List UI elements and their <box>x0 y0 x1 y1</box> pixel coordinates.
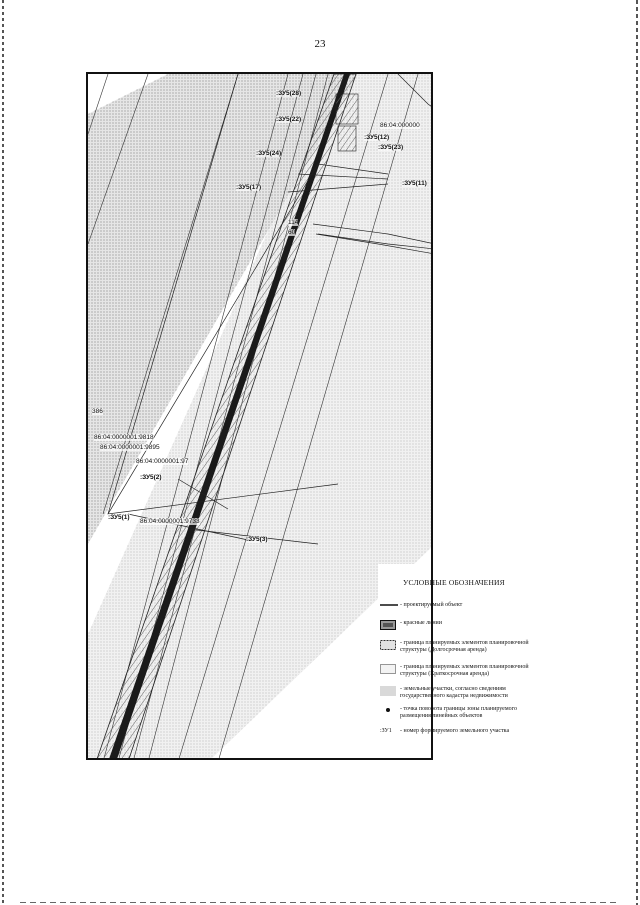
cadastral-label: 386 <box>92 408 103 415</box>
dashed-box-icon <box>380 640 396 650</box>
cadastral-label: 86:04:0000001:97 <box>136 458 189 465</box>
cadastral-label: 114 <box>288 219 299 226</box>
cadastral-label: 86:04:0000001:9895 <box>100 444 160 451</box>
hatched-box-icon <box>380 620 396 630</box>
page-number: 23 <box>314 38 326 50</box>
parcel-label: :ЗУ5(2) <box>140 474 162 481</box>
parcel-patch <box>338 126 356 151</box>
cadastral-label: 60 <box>288 229 296 236</box>
parcel-label: :ЗУ5(1) <box>108 514 130 521</box>
scan-edge-bottom <box>20 902 620 903</box>
legend-title: УСЛОВНЫЕ ОБОЗНАЧЕНИЯ <box>403 578 505 587</box>
point-icon <box>380 706 396 714</box>
parcel-label: :ЗУ5(3) <box>246 536 268 543</box>
cadastral-label: 86:04:0000001:9733 <box>140 518 200 525</box>
parcel-label: :ЗУ5(28) <box>276 90 302 97</box>
gray-box-icon <box>380 686 396 696</box>
parcel-label: :ЗУ5(24) <box>256 150 282 157</box>
cadastral-label: 86:04:0000001:9818 <box>94 434 154 441</box>
parcel-patch <box>336 94 358 124</box>
map-frame <box>86 72 433 760</box>
scan-edge-left <box>2 0 4 905</box>
parcel-label: :ЗУ5(22) <box>276 116 302 123</box>
parcel-label: :ЗУ5(11) <box>402 180 427 187</box>
parcel-label: :ЗУ5(12) <box>364 134 390 141</box>
parcel-label: :ЗУ5(23) <box>378 144 404 151</box>
parcel-code: :ЗУ1 <box>380 728 392 734</box>
line-symbol-icon <box>380 602 398 608</box>
cadastral-label: 86:04:000000 <box>380 122 420 129</box>
scan-edge-right <box>636 0 638 905</box>
parcel-label: :ЗУ5(17) <box>236 184 262 191</box>
dotted-box-icon <box>380 664 396 674</box>
